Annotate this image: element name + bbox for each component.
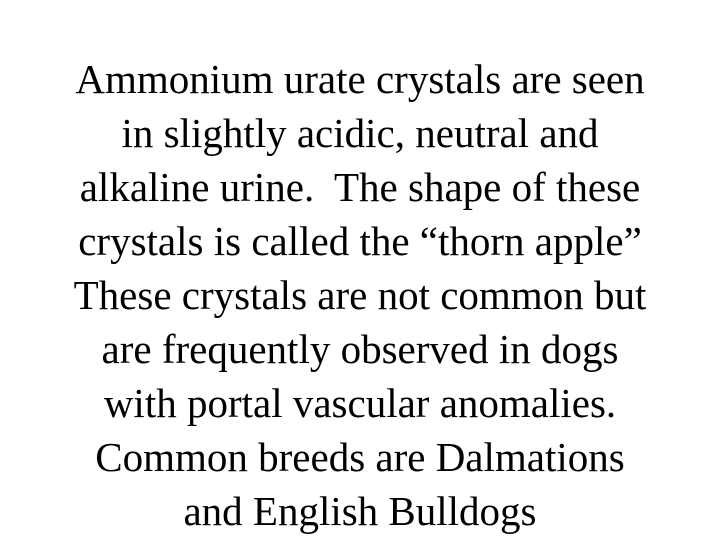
- body-text-line: and English Bulldogs: [183, 488, 537, 534]
- body-text-line: These crystals are not common but: [73, 272, 647, 318]
- body-text-line: are frequently observed in dogs: [101, 326, 619, 372]
- body-text-line: crystals is called the “thorn apple”: [78, 218, 642, 264]
- body-text-line: alkaline urine. The shape of these: [79, 164, 641, 210]
- body-text: [20, 52, 700, 538]
- body-text-line: in slightly acidic, neutral and: [121, 110, 599, 156]
- body-text-line: with portal vascular anomalies.: [103, 380, 617, 426]
- body-text-line: Common breeds are Dalmations: [95, 434, 625, 480]
- body-text-line: Ammonium urate crystals are seen: [75, 56, 645, 102]
